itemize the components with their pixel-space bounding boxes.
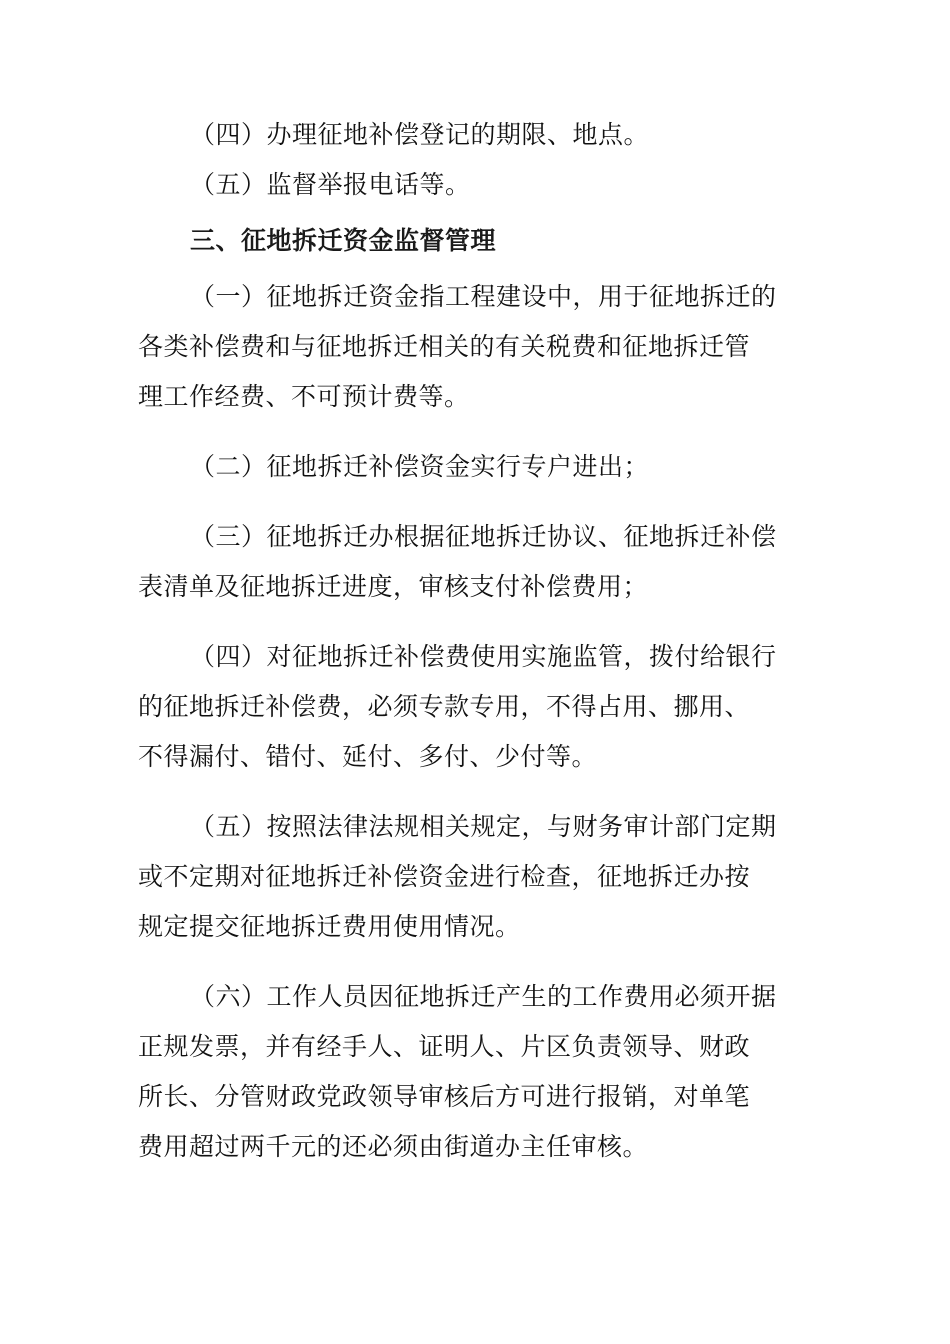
- paragraph-4: [138, 632, 818, 782]
- paragraph-6: [138, 972, 818, 1172]
- paragraph-5: [138, 802, 818, 952]
- paragraph-line: 所长、分管财政党政领导审核后方可进行报销，对单笔: [138, 1082, 751, 1111]
- paragraph-line: （六）工作人员因征地拆迁产生的工作费用必须开据: [190, 982, 777, 1011]
- paragraph-3: [138, 512, 818, 612]
- paragraph-line: 正规发票，并有经手人、证明人、片区负责领导、财政: [138, 1032, 751, 1061]
- paragraph-line: （五）按照法律法规相关规定，与财务审计部门定期: [190, 812, 777, 841]
- section-heading-fund-supervision: 三、征地拆迁资金监督管理: [190, 226, 497, 255]
- paragraph-line: 各类补偿费和与征地拆迁相关的有关税费和征地拆迁管: [138, 332, 751, 361]
- paragraph-line: （三）征地拆迁办根据征地拆迁协议、征地拆迁补偿: [190, 522, 777, 551]
- paragraph-line: （一）征地拆迁资金指工程建设中，用于征地拆迁的: [190, 282, 777, 311]
- paragraph-line: 费用超过两千元的还必须由街道办主任审核。: [138, 1132, 649, 1161]
- paragraph-line: 理工作经费、不可预计费等。: [138, 382, 470, 411]
- paragraph-1: [138, 272, 818, 422]
- paragraph-line: 不得漏付、错付、延付、多付、少付等。: [138, 742, 598, 771]
- paragraph-line: 规定提交征地拆迁费用使用情况。: [138, 912, 521, 941]
- paragraph-line: （四）对征地拆迁补偿费使用实施监管，拨付给银行: [190, 642, 777, 671]
- list-item-registration-period: （四）办理征地补偿登记的期限、地点。: [190, 120, 650, 149]
- paragraph-line: （二）征地拆迁补偿资金实行专户进出；: [190, 452, 650, 481]
- paragraph-2: [138, 442, 818, 492]
- document-body: [138, 110, 818, 1192]
- paragraph-line: 表清单及征地拆迁进度，审核支付补偿费用；: [138, 572, 649, 601]
- paragraph-line: 或不定期对征地拆迁补偿资金进行检查，征地拆迁办按: [138, 862, 751, 891]
- paragraph-line: 的征地拆迁补偿费，必须专款专用，不得占用、挪用、: [138, 692, 751, 721]
- list-item-report-phone: （五）监督举报电话等。: [190, 170, 471, 199]
